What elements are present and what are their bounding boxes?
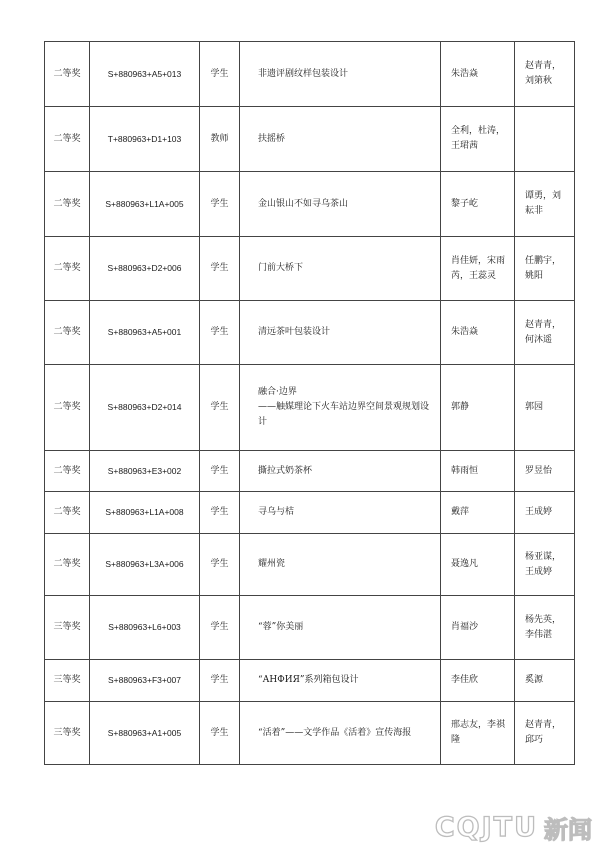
entry-code-cell: S+880963+E3+002 bbox=[90, 451, 200, 492]
authors-cell: 肖佳妍，宋雨芮，王蕊灵 bbox=[441, 237, 515, 301]
work-title-cell: 门前大桥下 bbox=[240, 237, 441, 301]
advisors-cell: 谭勇，刘耘非 bbox=[515, 172, 575, 237]
entry-code-cell: S+880963+A5+013 bbox=[90, 42, 200, 107]
award-level-cell: 二等奖 bbox=[45, 534, 90, 596]
authors-cell: 戴萍 bbox=[441, 492, 515, 534]
entry-code-cell: S+880963+D2+014 bbox=[90, 365, 200, 451]
role-cell: 学生 bbox=[200, 702, 240, 765]
award-level-cell: 二等奖 bbox=[45, 42, 90, 107]
entry-code-cell: S+880963+L1A+005 bbox=[90, 172, 200, 237]
watermark-latin-text: CQJTU bbox=[434, 812, 538, 843]
entry-code-cell: S+880963+L3A+006 bbox=[90, 534, 200, 596]
role-cell: 学生 bbox=[200, 660, 240, 702]
table-row bbox=[45, 365, 575, 451]
authors-cell: 韩雨恒 bbox=[441, 451, 515, 492]
work-title-cell: “蓉”你美丽 bbox=[240, 596, 441, 660]
work-title-cell: 融合·边界 ——触媒理论下火车站边界空间景观规划设计 bbox=[240, 365, 441, 451]
authors-cell: 黎子屹 bbox=[441, 172, 515, 237]
role-cell: 学生 bbox=[200, 534, 240, 596]
work-title-cell: 金山银山不如寻乌茶山 bbox=[240, 172, 441, 237]
table-row bbox=[45, 702, 575, 765]
advisors-cell bbox=[515, 107, 575, 172]
award-level-cell: 二等奖 bbox=[45, 365, 90, 451]
work-title-cell: 扶摇桥 bbox=[240, 107, 441, 172]
role-cell: 学生 bbox=[200, 451, 240, 492]
authors-cell: 李佳欣 bbox=[441, 660, 515, 702]
advisors-cell: 罗昱怡 bbox=[515, 451, 575, 492]
role-cell: 学生 bbox=[200, 42, 240, 107]
table-row bbox=[45, 660, 575, 702]
advisors-cell: 杨先英，李伟湛 bbox=[515, 596, 575, 660]
authors-cell: 全利，杜涛，王珺茜 bbox=[441, 107, 515, 172]
table-row bbox=[45, 492, 575, 534]
work-title-cell: 清远茶叶包装设计 bbox=[240, 301, 441, 365]
authors-cell: 肖福沙 bbox=[441, 596, 515, 660]
advisors-cell: 赵青青，何沐遥 bbox=[515, 301, 575, 365]
role-cell: 学生 bbox=[200, 365, 240, 451]
award-level-cell: 二等奖 bbox=[45, 301, 90, 365]
role-cell: 学生 bbox=[200, 596, 240, 660]
award-level-cell: 三等奖 bbox=[45, 596, 90, 660]
work-title-cell: 撕拉式奶茶杯 bbox=[240, 451, 441, 492]
work-title-cell: 非遗评剧纹样包装设计 bbox=[240, 42, 441, 107]
table-row bbox=[45, 172, 575, 237]
advisors-cell: 王成婷 bbox=[515, 492, 575, 534]
table-row bbox=[45, 596, 575, 660]
entry-code-cell: S+880963+L1A+008 bbox=[90, 492, 200, 534]
award-level-cell: 二等奖 bbox=[45, 237, 90, 301]
work-title-cell: “活着”——文学作品《活着》宣传海报 bbox=[240, 702, 441, 765]
entry-code-cell: S+880963+A5+001 bbox=[90, 301, 200, 365]
table-row bbox=[45, 534, 575, 596]
authors-cell: 朱浩焱 bbox=[441, 42, 515, 107]
award-level-cell: 二等奖 bbox=[45, 492, 90, 534]
authors-cell: 郭静 bbox=[441, 365, 515, 451]
table-row bbox=[45, 237, 575, 301]
table-row bbox=[45, 451, 575, 492]
table-row bbox=[45, 42, 575, 107]
work-title-cell: 耀州瓷 bbox=[240, 534, 441, 596]
entry-code-cell: S+880963+L6+003 bbox=[90, 596, 200, 660]
role-cell: 学生 bbox=[200, 172, 240, 237]
award-level-cell: 二等奖 bbox=[45, 451, 90, 492]
advisors-cell: 任鹏宇，姚阳 bbox=[515, 237, 575, 301]
award-level-cell: 二等奖 bbox=[45, 172, 90, 237]
award-level-cell: 三等奖 bbox=[45, 660, 90, 702]
entry-code-cell: S+880963+A1+005 bbox=[90, 702, 200, 765]
cqjtu-news-watermark bbox=[435, 810, 592, 845]
work-title-cell: 寻乌与桔 bbox=[240, 492, 441, 534]
advisors-cell: 赵青青，邱巧 bbox=[515, 702, 575, 765]
authors-cell: 聂逸凡 bbox=[441, 534, 515, 596]
entry-code-cell: S+880963+D2+006 bbox=[90, 237, 200, 301]
watermark-cjk-text: 新闻 bbox=[544, 816, 592, 844]
award-level-cell: 二等奖 bbox=[45, 107, 90, 172]
advisors-cell: 奚源 bbox=[515, 660, 575, 702]
table-row bbox=[45, 107, 575, 172]
work-title-cell: “АНФИЯ”系列箱包设计 bbox=[240, 660, 441, 702]
table-row bbox=[45, 301, 575, 365]
award-list-sheet bbox=[44, 41, 574, 765]
authors-cell: 朱浩焱 bbox=[441, 301, 515, 365]
entry-code-cell: T+880963+D1+103 bbox=[90, 107, 200, 172]
advisors-cell: 杨亚谋，王成婷 bbox=[515, 534, 575, 596]
award-level-cell: 三等奖 bbox=[45, 702, 90, 765]
authors-cell: 邢志友，李祺隆 bbox=[441, 702, 515, 765]
award-table-body bbox=[45, 42, 575, 765]
role-cell: 学生 bbox=[200, 492, 240, 534]
role-cell: 学生 bbox=[200, 237, 240, 301]
advisors-cell: 郭园 bbox=[515, 365, 575, 451]
role-cell: 教师 bbox=[200, 107, 240, 172]
role-cell: 学生 bbox=[200, 301, 240, 365]
entry-code-cell: S+880963+F3+007 bbox=[90, 660, 200, 702]
award-table bbox=[44, 41, 575, 765]
advisors-cell: 赵青青，刘第秋 bbox=[515, 42, 575, 107]
